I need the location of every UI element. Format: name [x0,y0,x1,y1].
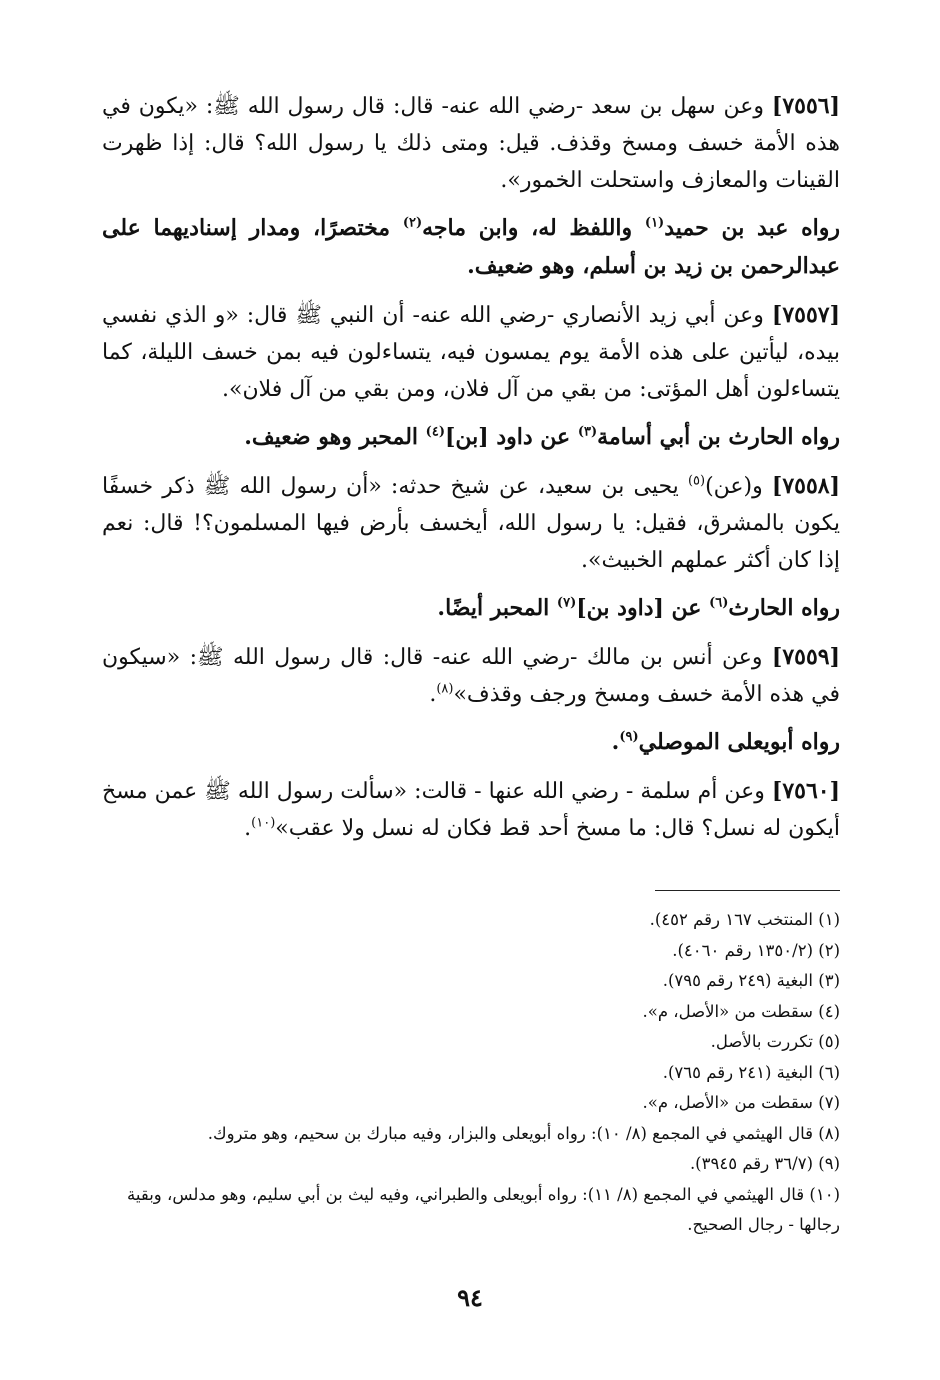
footnote-ref-5[interactable]: (٥) [687,473,706,489]
footnote-9: (٩) (٣٦/٧ رقم ٣٩٤٥). [689,1154,840,1173]
hadith-text: . [429,682,437,707]
hadith-text: وعن سهل بن سعد -رضي الله عنه- قال: قال رسول الله ﷺ: «يكون في هذه الأمة خسف ومسخ وقذف. قيل: ومتى ذلك يا رسول الله؟ قال: إذا ظهرت القينات والمعازف واستحلت الخمور». [102,94,840,193]
hadith-text: وعن أنس بن مالك -رضي الله عنه- قال: قال رسول الله ﷺ: «سيكون في هذه الأمة خسف ومسخ ورجف وقذف» [102,645,840,707]
footnotes [102,905,840,1241]
hadith-source-7558 [102,589,840,627]
footnote-ref-9[interactable]: (٩) [619,729,639,745]
hadith-text: وعن أم سلمة - رضي الله عنها - قالت: «سألت رسول الله ﷺ عمن مسخ أيكون له نسل؟ قال: ما مسخ أحد قط فكان له نسل ولا عقب» [102,779,840,841]
source-text: رواه عبد بن حميد [664,215,840,241]
main-text [102,88,840,857]
source-text: رواه أبويعلى الموصلي [638,729,840,755]
footnote-5: (٥) تكررت بالأصل. [710,1032,840,1051]
source-text: رواه الحارث بن أبي أسامة [597,424,840,450]
source-text: المحبر وهو ضعيف. [244,424,426,450]
hadith-number: [٧٥٥٨] [771,473,840,499]
hadith-number: [٧٥٥٧] [771,302,840,328]
footnote-6: (٦) البغية (٢٤١ رقم ٧٦٥). [662,1062,840,1082]
footnote-ref-2[interactable]: (٢) [402,215,423,231]
hadith-source-7559 [102,723,840,761]
hadith-7558 [102,468,840,579]
footnote-ref-3[interactable]: (٣) [577,424,598,440]
source-text: واللفظ له، وابن ماجه [422,215,645,241]
hadith-7560 [102,773,840,847]
source-text: مختصرًا، ومدار إسناديهما على عبدالرحمن بن زيد بن أسلم، وهو ضعيف. [102,215,840,279]
source-text: . [611,729,620,755]
source-text: عن [داود بن] [576,595,710,621]
footnote-10: (١٠) قال الهيثمي في المجمع (٨/ ١١): رواه أبويعلى والطبراني، وفيه ليث بن أبي سليم، وهو مدلس، وبقية رجالها - رجال الصحيح. [127,1184,840,1234]
footnote-8: (٨) قال الهيثمي في المجمع (٨/ ١٠): رواه أبويعلى والبزار، وفيه مبارك بن سحيم، وهو متروك. [207,1123,840,1143]
hadith-text: يحيى بن سعيد، عن شيخ حدثه: «أن رسول الله ﷺ ذكر خسفًا يكون بالمشرق، فقيل: يا رسول الله، أيخسف بأرض فيها المسلمون؟! قال: نعم إذا كان أكثر عملهم الخبيث». [102,474,840,573]
hadith-number: [٧٥٥٦] [771,93,840,119]
hadith-number: [٧٥٦٠] [771,778,840,804]
footnote-4: (٤) سقطت من «الأصل، م». [642,1001,840,1021]
footnote-ref-4[interactable]: (٤) [425,424,445,440]
footnote-ref-7[interactable]: (٧) [556,595,577,611]
source-text: رواه الحارث [728,595,840,621]
footnote-ref-10[interactable]: (١٠) [251,815,276,831]
hadith-number: [٧٥٥٩] [771,644,840,670]
hadith-source-7557 [102,418,840,456]
source-text: عن داود [بن] [444,424,578,450]
hadith-text: و(عن) [705,474,772,499]
hadith-7556 [102,88,840,199]
hadith-7557 [102,297,840,408]
hadith-source-7556 [102,209,840,285]
hadith-text: . [244,816,252,841]
footnote-ref-1[interactable]: (١) [644,215,665,231]
hadith-7559 [102,639,840,713]
page-number: ٩٤ [457,1283,483,1312]
footnote-divider [655,890,840,891]
footnote-ref-6[interactable]: (٦) [709,595,729,611]
footnote-2: (٢) (١٣٥٠/٢ رقم ٤٠٦٠). [672,940,840,960]
hadith-text: وعن أبي زيد الأنصاري -رضي الله عنه- أن النبي ﷺ قال: «و الذي نفسي بيده، ليأتين على هذه الأمة يوم يمسون فيه، يتساءلون فيه بمن خسف الليلة، كما يتساءلون أهل المؤتى: من بقي من آل فلان، ومن بقي من آل فلان». [102,303,840,402]
footnote-7: (٧) سقطت من «الأصل، م». [642,1093,840,1112]
footnote-3: (٣) البغية (٢٤٩ رقم ٧٩٥). [662,971,840,990]
footnote-1: (١) المنتخب ١٦٧ رقم ٤٥٢). [649,910,840,929]
footnote-ref-8[interactable]: (٨) [436,681,454,697]
source-text: المحبر أيضًا. [437,595,557,621]
